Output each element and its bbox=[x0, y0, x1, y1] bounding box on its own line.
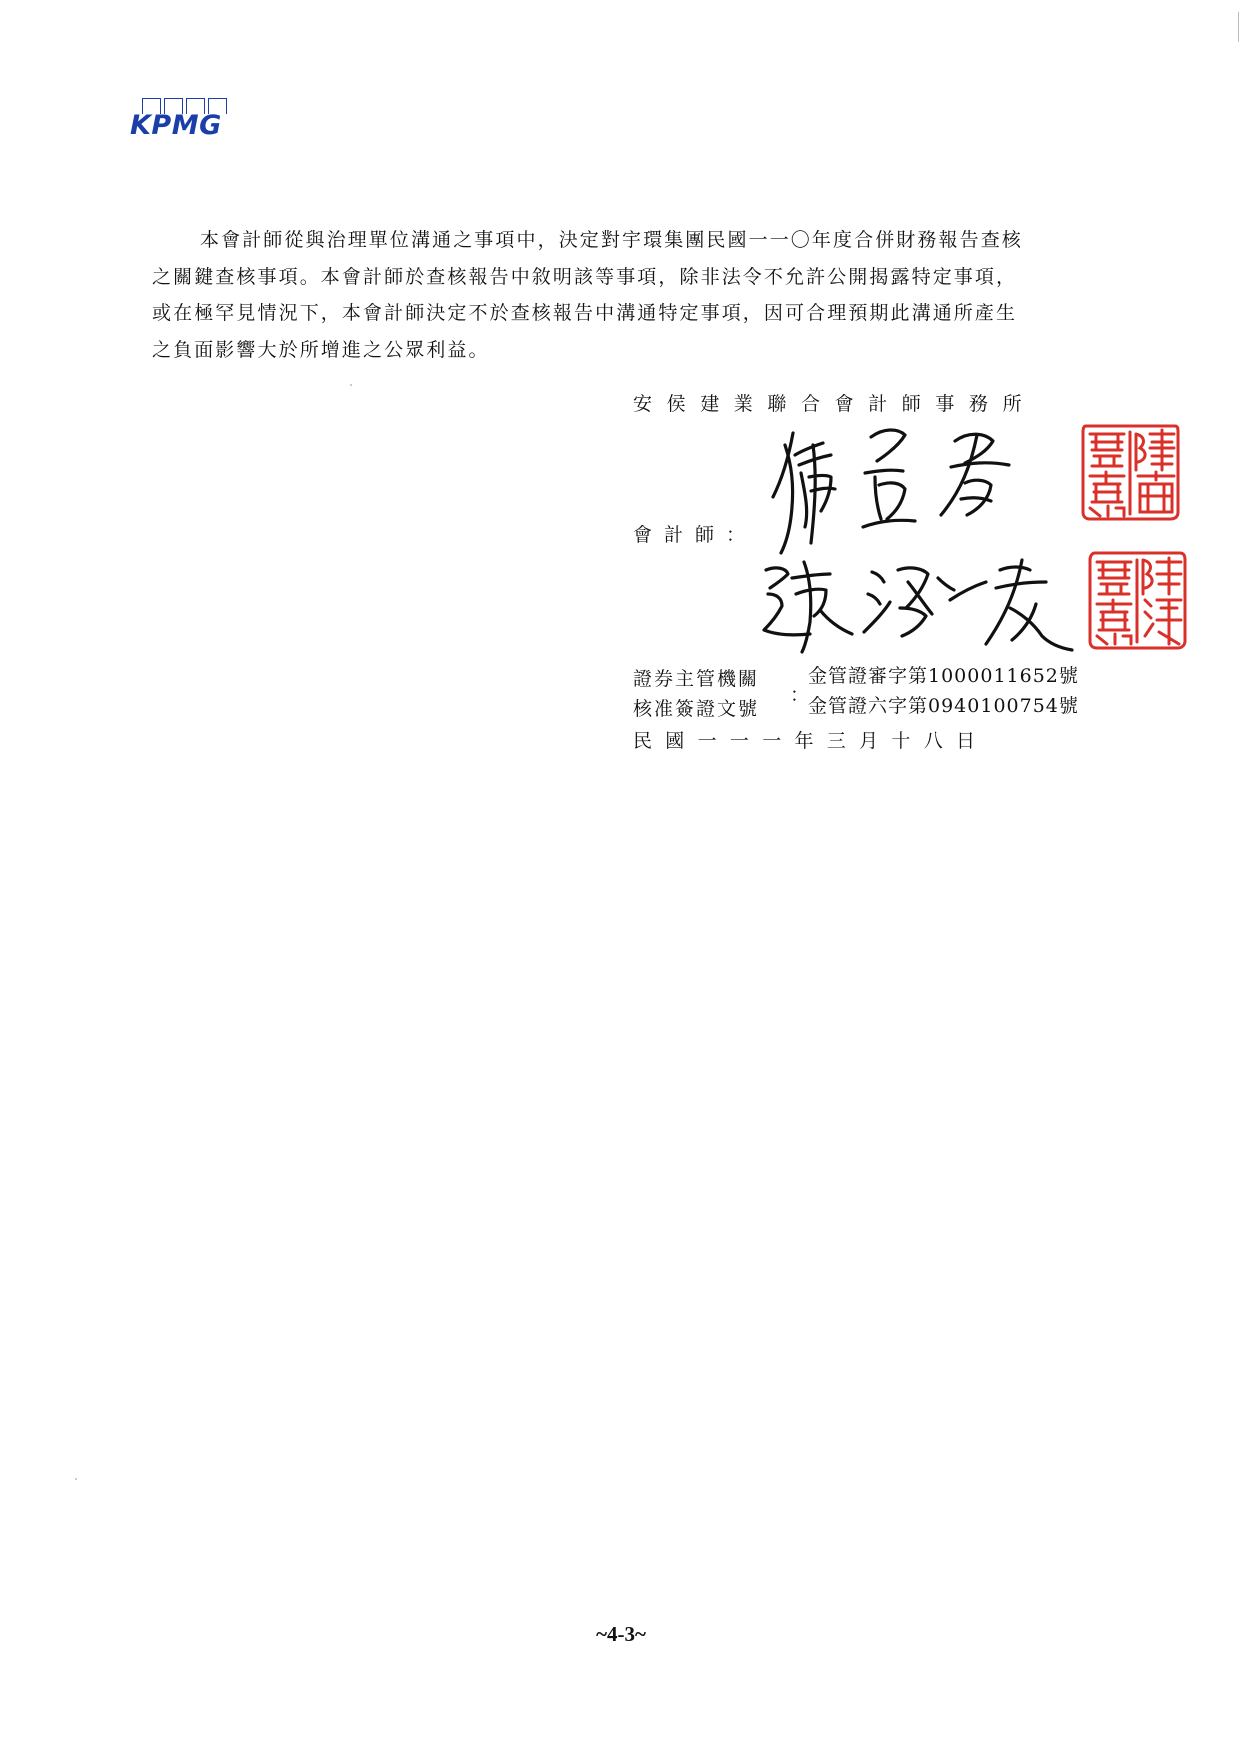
logo-text: KPMG bbox=[130, 110, 222, 141]
handwritten-signature-1 bbox=[765, 415, 1045, 555]
paragraph-line: 或在極罕見情況下，本會計師決定不於查核報告中溝通特定事項，因可合理預期此溝通所產生 bbox=[152, 302, 1018, 324]
paragraph-line: 之負面影響大於所增進之公眾利益。 bbox=[152, 338, 490, 361]
handwritten-signature-2 bbox=[760, 548, 1090, 658]
cpa-label: 會計師： bbox=[633, 524, 758, 546]
approval-label: 核准簽證文號 bbox=[633, 698, 760, 720]
page-number: ~4-3~ bbox=[596, 1622, 646, 1646]
authority-value: 金管證審字第1000011652號 bbox=[808, 665, 1079, 687]
report-date: 民國一一一年三月十八日 bbox=[633, 730, 989, 752]
paragraph-line: 本會計師從與治理單位溝通之事項中，決定對宇環集團民國一一〇年度合併財務報告查核 bbox=[200, 229, 1023, 251]
cpa-seal-2 bbox=[1085, 548, 1190, 653]
registration-colon: ： bbox=[790, 684, 810, 706]
scan-speck bbox=[350, 384, 352, 386]
approval-value: 金管證六字第0940100754號 bbox=[808, 695, 1079, 717]
authority-label: 證券主管機關 bbox=[633, 668, 760, 690]
cpa-seal-1 bbox=[1078, 420, 1183, 525]
kpmg-logo bbox=[130, 98, 240, 142]
firm-name: 安侯建業聯合會計師事務所 bbox=[633, 393, 1037, 415]
body-paragraph bbox=[152, 222, 1152, 368]
scan-speck bbox=[75, 1478, 77, 1480]
scan-edge-mark bbox=[1238, 12, 1239, 42]
paragraph-line: 之關鍵查核事項。本會計師於查核報告中敘明該等事項，除非法令不允許公開揭露特定事項， bbox=[152, 265, 1018, 288]
